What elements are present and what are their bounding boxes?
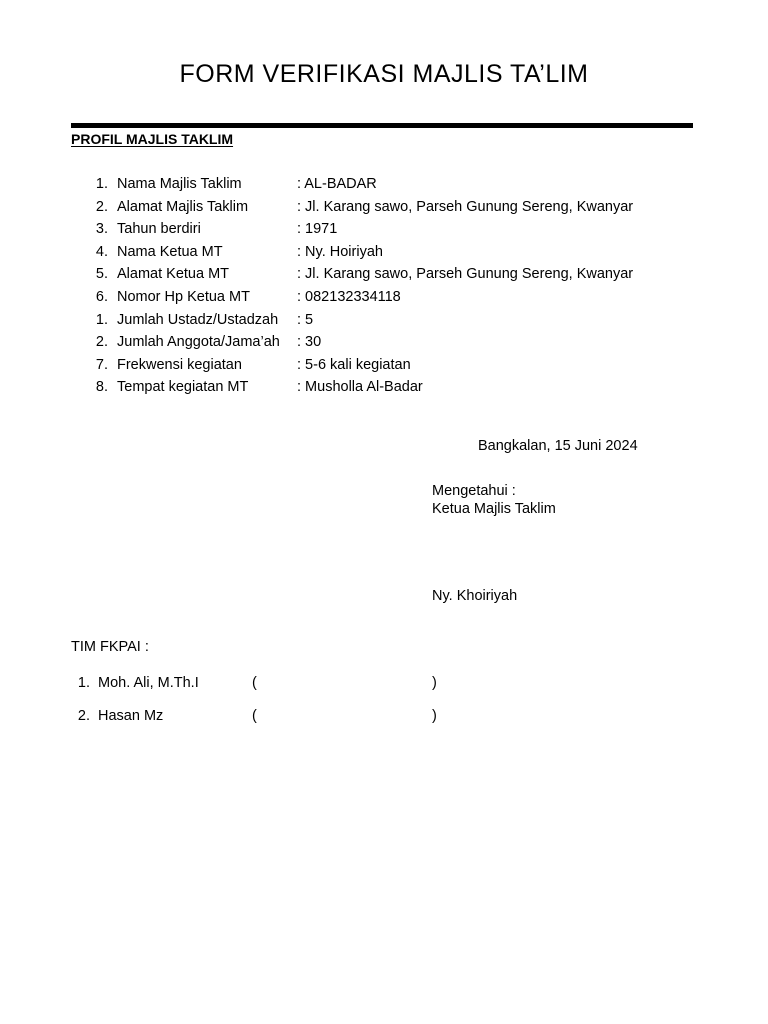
place-date: Bangkalan, 15 Juni 2024 — [478, 438, 638, 454]
signature-bracket-open: ( — [252, 675, 257, 691]
profile-row-value: : 082132334118 — [297, 288, 401, 305]
profile-row-label: Jumlah Ustadz/Ustadzah — [117, 311, 279, 328]
profile-row-label: Nama Ketua MT — [117, 243, 223, 260]
profile-row-label: Alamat Majlis Taklim — [117, 198, 249, 215]
profile-row-number: 2. — [95, 198, 108, 215]
profile-row-label: Frekwensi kegiatan — [117, 356, 242, 373]
profile-row-label: Nama Majlis Taklim — [117, 176, 242, 192]
profile-row-number: 8. — [95, 379, 108, 396]
profile-row-value: : Jl. Karang sawo, Parseh Gunung Sereng, Kwanyar — [297, 266, 634, 283]
profile-row — [0, 379, 768, 402]
profile-row-number: 7. — [95, 356, 108, 373]
profile-list — [0, 176, 768, 402]
profile-row-number: 5. — [95, 266, 108, 283]
signature-bracket-close: ) — [432, 708, 437, 724]
profile-row — [0, 199, 768, 222]
profile-row-number: 1. — [95, 311, 108, 328]
profile-row-label: Tempat kegiatan MT — [117, 379, 249, 396]
profile-row-label: Alamat Ketua MT — [117, 266, 230, 283]
profile-row-label: Tahun berdiri — [117, 221, 201, 238]
document-title: FORM VERIFIKASI MAJLIS TA’LIM — [179, 60, 589, 88]
signer-name: Ny. Khoiriyah — [432, 588, 518, 604]
profile-row-number: 1. — [95, 176, 108, 192]
profile-row-number: 2. — [95, 334, 108, 351]
profile-row — [0, 221, 768, 244]
acknowledged-role: Ketua Majlis Taklim — [432, 501, 556, 517]
profile-row-value: : 1971 — [297, 221, 338, 238]
team-row — [0, 708, 768, 728]
signature-bracket-close: ) — [432, 675, 437, 691]
profile-row-value: : AL-BADAR — [297, 176, 377, 192]
signature-bracket-open: ( — [252, 708, 257, 724]
profile-row-label: Jumlah Anggota/Jama’ah — [117, 334, 280, 351]
profile-row — [0, 244, 768, 267]
profile-row — [0, 176, 768, 199]
team-row-number: 2. — [77, 708, 90, 724]
profile-row-number: 4. — [95, 243, 108, 260]
profile-row-value: : 5-6 kali kegiatan — [297, 356, 411, 373]
profile-row — [0, 289, 768, 312]
profile-row — [0, 334, 768, 357]
acknowledged-label: Mengetahui : — [432, 483, 516, 499]
team-heading: TIM FKPAI : — [71, 639, 149, 655]
section-heading: PROFIL MAJLIS TAKLIM — [71, 131, 234, 147]
profile-row-number: 3. — [95, 221, 108, 238]
profile-row-value: : 5 — [297, 311, 314, 328]
profile-row — [0, 312, 768, 335]
title-divider — [71, 123, 693, 128]
profile-row-value: : Jl. Karang sawo, Parseh Gunung Sereng, Kwanyar — [297, 198, 634, 215]
team-row-number: 1. — [77, 675, 90, 691]
profile-row-value: : Ny. Hoiriyah — [297, 243, 383, 260]
profile-row-value: : 30 — [297, 334, 322, 351]
team-row — [0, 675, 768, 695]
profile-row — [0, 357, 768, 380]
profile-row — [0, 266, 768, 289]
team-member-name: Moh. Ali, M.Th.I — [98, 675, 199, 691]
team-member-name: Hasan Mz — [98, 708, 164, 724]
profile-row-value: : Musholla Al-Badar — [297, 379, 423, 396]
profile-row-number: 6. — [95, 288, 108, 305]
profile-row-label: Nomor Hp Ketua MT — [117, 288, 250, 305]
